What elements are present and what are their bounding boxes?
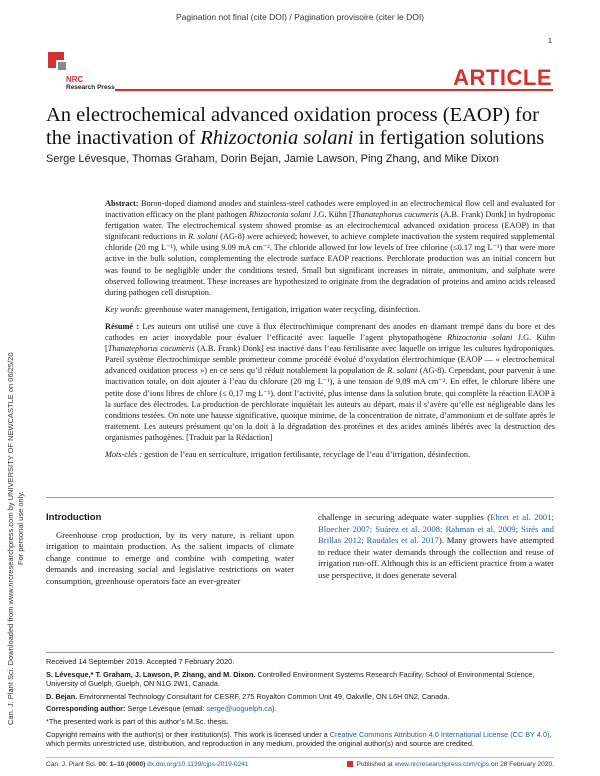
corresponding-author <box>46 704 554 714</box>
published-info <box>347 761 554 768</box>
keywords <box>105 304 555 315</box>
footnotes <box>46 657 554 752</box>
journal-url-link[interactable]: www.nrcresearchpress.com/cjps <box>394 761 490 768</box>
resume-text: (A.B. Frank) Donk] est inactivé dans l’eau fertilisante avec laquelle on irrigue les cultures hydroponiques. Pareil système électrochimique semble prometteur comme procédé évolué d’oxydation électrochimique (EAOP — « electrochemical advanced oxidation process ») en ce sens qu’il réduit notablement la population de <box>105 344 555 376</box>
intro-text: ). Many growers have attempted to reduce their water demands through the collection and reuse of irrigation run-off. Although this is an efficient practice from a water use perspective, it does generate several <box>318 535 554 580</box>
affiliation-text: Environmental Technology Consultant for CESRF, 275 Royalton Common Unit 49, Oakville, ON L6H 0N2, Canada. <box>77 691 450 701</box>
footnote-divider <box>46 652 554 653</box>
affiliation-text: Controlled Environment Systems Research Facility, School of Environmental Science, University of Guelph, Guelph, ON N1G 2W1, Canada. <box>46 669 535 689</box>
published-text: Published at <box>356 761 395 768</box>
doi-link[interactable]: dx.doi.org/10.1139/cjps-2019-0241 <box>145 761 249 768</box>
copyright-text: , which permits unrestricted use, distribution, and reproduction in any medium, provided the original author(s) and source are credited. <box>46 729 552 749</box>
mots-cles-text: gestion de l’eau en serriculture, irrigation fertilisante, recyclage de l’eau d’irrigation, désinfection. <box>142 449 471 459</box>
title-part2: in fertigation solutions <box>353 127 545 149</box>
affiliation-names: D. Bejan. <box>46 691 78 701</box>
author-list: Serge Lévesque, Thomas Graham, Dorin Bejan, Jamie Lawson, Ping Zhang, and Mike Dixon <box>46 153 499 165</box>
resume-text: (AG-8). Cependant, pour parvenir à une inactivation totale, on doit ajouter à l’eau du chlorure (20 mg L⁻¹), à une tension de 9,09 mA cm⁻². En effet, le chlorure libère une petite dose d’ions libres de chlore (≤ 0,17 mg L⁻¹), dont l’activité, plus intense dans la solution brute, qui complète la réaction EAOP à la surface des électrodes. La production de perchlorate inquiétait les auteurs au départ, mais il s’avère qu’elle est négligeable dans les conditions testées. On note une hausse significative, quoique minime, de la concentration de nitrate, d’ammonium et de sulfate après le traitement. Les auteurs présument qu’on la doit à la dégradation des protéines et des acides aminés libérés avec la destruction des organismes pathogènes. [Traduit par la Rédaction] <box>105 366 555 442</box>
copyright-text: Copyright remains with the author(s) or their institution(s). This work is licensed under a <box>46 729 330 739</box>
resume-label: Résumé : <box>105 321 140 331</box>
title-part1: An electrochemical advanced oxidation process (EAOP) for the inactivation of <box>46 104 539 149</box>
intro-paragraph-continued <box>318 512 554 582</box>
publisher-line1: NRC <box>66 75 84 84</box>
published-date: on 28 February 2020. <box>489 761 554 768</box>
resume-italic: Rhizoctonia solani <box>447 333 513 343</box>
journal-volume: 00: 1–10 (0000) <box>98 761 146 768</box>
watermark-line2: For personal use only. <box>16 491 25 565</box>
abstract-italic: R. solani <box>188 232 218 242</box>
abstract-italic: Thanatephorus cucumeris <box>351 210 439 220</box>
resume-italic: Thanatephorus cucumeris <box>107 344 195 354</box>
title-italic: Rhizoctonia solani <box>200 127 354 149</box>
corr-label: Corresponding author: <box>46 704 126 714</box>
publisher-line2: Research Press <box>66 84 115 91</box>
intro-heading: Introduction <box>46 512 102 523</box>
received-dates: Received 14 September 2019. Accepted 7 February 2020. <box>46 657 235 666</box>
abstract-italic: Rhizoctonia solani <box>248 210 311 220</box>
footer-rule <box>46 757 554 758</box>
thesis-note: *The presented work is part of this author’s M.Sc. thesis. <box>46 716 229 726</box>
download-watermark <box>6 165 36 725</box>
affiliation-names: S. Lévesque,* T. Graham, J. Lawson, P. Zhang, and M. Dixon. <box>46 669 256 679</box>
red-square-icon <box>347 761 353 767</box>
mots-cles-label: Mots-clés : <box>105 449 143 459</box>
intro-paragraph: Greenhouse crop production, by its very nature, is reliant upon irrigation to maintain production. As the salient impacts of climate change continue to emerge and combine with competing water demands and increasing social and legislative restrictions on water consumption, greenhouse operators face an ever-greater <box>46 529 294 586</box>
journal-citation <box>46 761 249 768</box>
resume-text: J.G. Kühn [ <box>105 333 555 354</box>
resume-italic: R. solani <box>387 366 418 376</box>
intro-right-column <box>318 512 554 582</box>
keywords-label: Key words: <box>105 304 143 314</box>
intro-left-column <box>46 512 294 588</box>
keywords-text: greenhouse water management, fertigation, irrigation water recycling, disinfection. <box>142 304 421 314</box>
section-divider <box>46 497 554 498</box>
copyright-note <box>46 730 554 749</box>
corr-text: Serge Lévesque (email: <box>125 704 207 714</box>
page-number: 1 <box>548 38 552 45</box>
publisher-name <box>66 76 115 92</box>
email-link[interactable]: serge@uoguelph.ca <box>206 704 273 714</box>
pagination-notice: Pagination not final (cite DOI) / Pagination provisoire (citer le DOI) <box>175 12 425 22</box>
abstract-text: J.G. Kühn [ <box>310 210 352 220</box>
intro-text: challenge in securing adequate water supplies ( <box>318 512 491 522</box>
abstract-text: Boron-doped diamond anodes and stainless-steel cathodes were employed in an electrochemical flow cell and evaluated for inactivation efficacy on the plant pathogen <box>105 199 555 220</box>
license-link[interactable]: Creative Commons Attribution 4.0 International License (CC BY 4.0) <box>329 729 550 739</box>
citation-links[interactable]: Ehret et al. 2001; Bloecher 2007; Suárez et al. 2008; Rahman et al. 2009; Sirés and Brillas 2012; Raudales et al. 2017 <box>318 512 554 546</box>
article-type-label: ARTICLE <box>453 65 552 90</box>
journal-name: Can. J. Plant Sci. <box>46 761 99 768</box>
abstract-section <box>105 198 555 466</box>
resume-paragraph <box>105 321 555 443</box>
corr-end: ). <box>272 704 277 714</box>
article-title <box>46 104 566 150</box>
affiliation-1 <box>46 670 554 689</box>
affiliation-2 <box>46 692 554 702</box>
mots-cles <box>105 449 555 460</box>
watermark-line1: Can. J. Plant Sci. Downloaded from www.nrcresearchpress.com by UNIVERSITY OF NEWCASTLE on 06/25/20 <box>6 352 15 725</box>
resume-text: Les auteurs ont utilisé une cuve à flux électrochimique comprenant des anodes en diamant trempé dans du bore et des cathodes en acier inoxydable pour évaluer l’efficacité avec laquelle l’agent phytopathogène <box>105 321 556 343</box>
abstract-text: (AG-8) were achieved; however, to achieve complete inactivation the system required supplemental chloride (20 mg L⁻¹), while using 9.09 mA cm⁻². The chloride allowed for low levels of free chlorine (≤0.17 mg L⁻¹) that were more active in the bulk solution, complementing the electrode surface EAOP reactions. Perchlorate production was an initial concern but was found to be negligible under the conditions tested. Small but significant increases in nitrate, ammonium, and sulphate were observed following treatment. These increases are hypothesized to originate from the degradation of proteins and amino acids released during pathogen cell disruption. <box>105 232 555 297</box>
abstract-text: (A.B. Frank) Donk] in hydroponic fertigation water. The electrochemical system showed promise as an electrochemical advanced oxidation process (EAOP) in that significant reductions in <box>105 210 556 242</box>
abstract-paragraph <box>105 198 555 298</box>
abstract-label: Abstract: <box>105 199 139 208</box>
